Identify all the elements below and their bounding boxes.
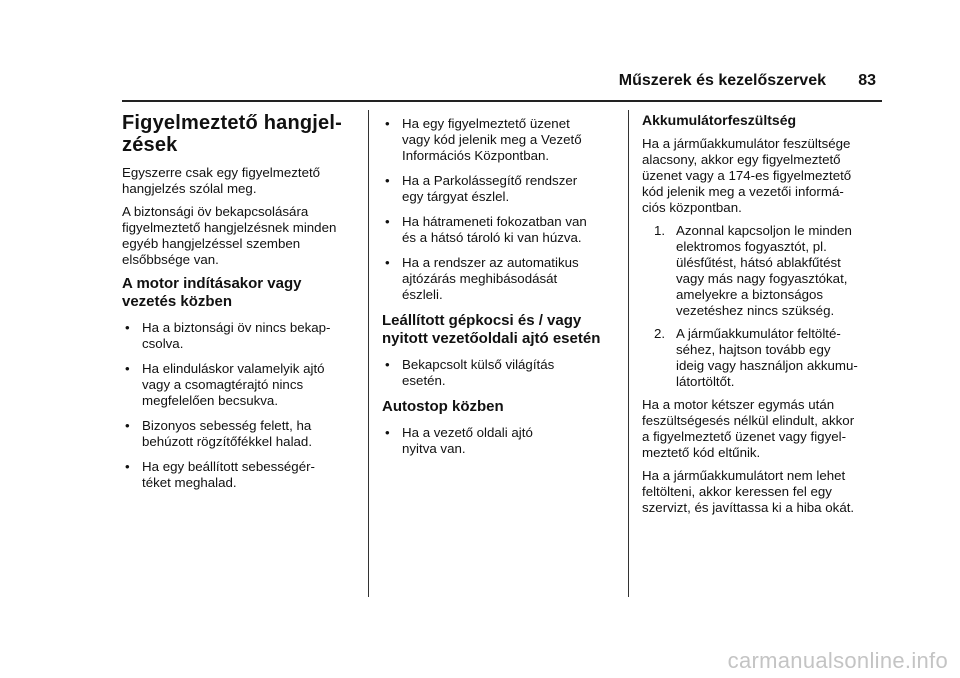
text-line: behúzott rögzítőfékkel halad. [142,434,313,449]
column-3 [642,112,882,523]
text-line: Bizonyos sebesség felett, ha [142,418,312,433]
text-line: Egyszerre csak egy figyelmeztető [122,165,321,180]
column-2 [382,116,614,466]
list-item [382,214,614,246]
text-line: szervizt, és javíttassa ki a hiba okát. [642,500,855,515]
text-line: megfelelően becsukva. [142,393,279,408]
text-line: a figyelmeztető üzenet vagy figyel- [642,429,846,444]
text-line: ülésfűtést, hátsó ablakfűtést [676,255,841,270]
text-line: Ha egy figyelmeztető üzenet [402,116,570,131]
running-header [560,72,880,96]
step-number: 2. [654,326,666,341]
text-line: ciós központban. [642,200,742,215]
heading-line: Leállított gépkocsi és / vagy [382,312,582,329]
text-line: alacsony, akkor egy figyelmeztető [642,152,841,167]
heading-line: Autostop közben [382,398,504,415]
text-line: ideig vagy használjon akkumu- [676,358,858,373]
text-line: Azonnal kapcsoljon le minden [676,223,852,238]
text-line: Ha a járműakkumulátor feszültsége [642,136,851,151]
list-item [382,116,614,164]
page-number: 83 [858,72,876,89]
heading-line: Figyelmeztető hangjel- [122,112,342,134]
column-divider [368,110,369,597]
text-line: esetén. [402,373,446,388]
heading-line: A motor indításakor vagy [122,275,302,292]
list-item [382,357,614,389]
paragraph [122,165,356,197]
text-line: csolva. [142,336,184,351]
text-line: Ha a járműakkumulátort nem lehet [642,468,846,483]
text-line: Ha egy beállított sebességér- [142,459,315,474]
paragraph [122,204,356,268]
text-line: és a hátsó tároló ki van húzva. [402,230,582,245]
list-item [122,459,356,491]
text-line: Ha a motor kétszer egymás után [642,397,835,412]
list-item [122,361,356,409]
heading-line: vezetés közben [122,293,233,310]
numbered-step [642,326,882,390]
text-line: feszültségesés nélkül elindult, akkor [642,413,855,428]
list-item [122,320,356,352]
list-item [382,425,614,457]
text-line: vagy kód jelenik meg a Vezető [402,132,582,147]
column-divider [628,110,629,597]
text-line: kód jelenik meg a vezetői informá- [642,184,844,199]
subheading-parked-door-open [382,312,614,348]
text-line: Ha a Parkolássegítő rendszer [402,173,578,188]
text-line: Információs Központban. [402,148,550,163]
numbered-step [642,223,882,319]
heading-line: zések [122,134,178,156]
heading-line: nyitott vezetőoldali ajtó esetén [382,330,601,347]
text-line: vezetéshez nincs szükség. [676,303,835,318]
text-line: Ha a vezető oldali ajtó [402,425,533,440]
text-line: Ha a rendszer az automatikus [402,255,579,270]
text-line: Bekapcsolt külső világítás [402,357,555,372]
text-line: Ha hátrameneti fokozatban van [402,214,587,229]
text-line: ajtózárás meghibásodását [402,271,558,286]
text-line: elsőbbsége van. [122,252,219,267]
text-line: figyelmeztető hangjelzésnek minden [122,220,337,235]
text-line: nyitva van. [402,441,466,456]
text-line: elektromos fogyasztót, pl. [676,239,827,254]
section-title: Műszerek és kezelőszervek [618,72,826,89]
text-line: Ha elinduláskor valamelyik ajtó [142,361,325,376]
paragraph [642,136,882,216]
text-line: A járműakkumulátor feltölté- [676,326,841,341]
bullet-list [382,357,614,389]
text-line: vagy a csomagtérajtó nincs [142,377,304,392]
list-item [382,173,614,205]
section-heading-warning-chimes [122,112,356,156]
text-line: téket meghalad. [142,475,237,490]
text-line: vagy más nagy fogyasztókat, [676,271,848,286]
subheading-engine-start [122,275,356,311]
list-item [122,418,356,450]
text-line: hangjelzés szólal meg. [122,181,257,196]
text-line: A biztonsági öv bekapcsolására [122,204,309,219]
text-line: üzenet vagy a 174-es figyelmeztető [642,168,852,183]
text-line: amelyekre a biztonságos [676,287,824,302]
text-line: feltölteni, akkor keressen fel egy [642,484,832,499]
text-line: észleli. [402,287,443,302]
subheading-autostop [382,398,614,416]
watermark: carmanualsonline.info [727,648,948,673]
bullet-list [382,116,614,303]
bullet-list [122,320,356,491]
column-1 [122,112,356,500]
text-line: séhez, hajtson tovább egy [676,342,831,357]
paragraph [642,468,882,516]
list-item [382,255,614,303]
text-line: Ha a biztonsági öv nincs bekap- [142,320,331,335]
section-heading-battery-voltage [642,112,882,129]
header-rule [122,100,882,102]
text-line: meztető kód eltűnik. [642,445,761,460]
text-line: egy tárgyat észlel. [402,189,510,204]
heading-line: Akkumulátorfeszültség [642,112,797,128]
text-line: egyéb hangjelzéssel szemben [122,236,301,251]
step-number: 1. [654,223,666,238]
bullet-list [382,425,614,457]
paragraph [642,397,882,461]
text-line: látortöltőt. [676,374,735,389]
numbered-list [642,223,882,390]
